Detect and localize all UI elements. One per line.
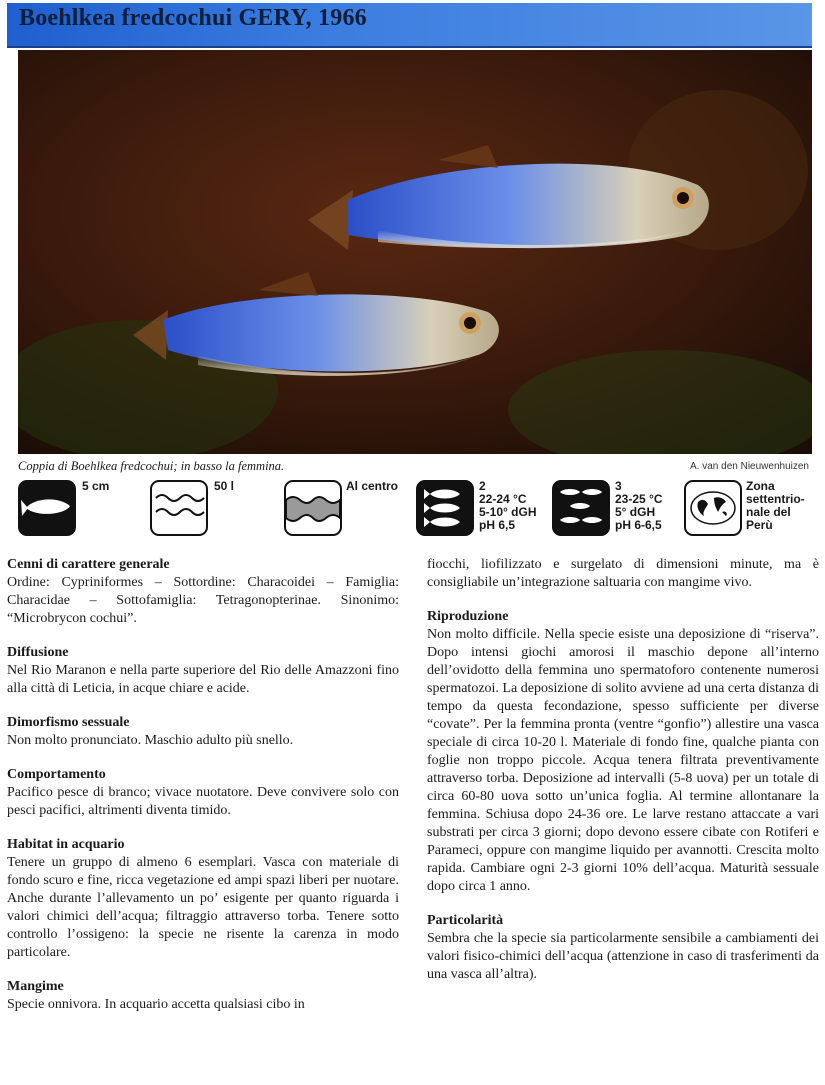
group1-ph: pH 6,5	[479, 518, 516, 532]
section-heading: Cenni di carattere generale	[7, 557, 170, 572]
section-text: Sembra che la specie sia particolarmente sensibile a cambiamenti dei valori fisico-chimici dell’acqua (attenzione in caso di trasferimenti da una vasca all’altra).	[427, 931, 819, 982]
group2-count: 3	[615, 479, 622, 493]
section-text: Non molto pronunciato. Maschio adulto più snello.	[7, 733, 294, 748]
section-heading: Diffusione	[7, 645, 69, 660]
zone-line-1: Zona	[746, 479, 775, 493]
group1-temp: 22-24 °C	[479, 492, 527, 506]
section-text: Non molto difficile. Nella specie esiste una deposizione di “riserva”. Dopo intensi giochi amorosi il maschio depone all’interno dell’ovidotto della femmina uno spermatoforo contenente numerosi spermatozoi. La deposizione di solito avviene ad una certa distanza di tempo da questa fecondazione, spesso sufficiente per diverse “covate”. Per la femmina pronta (ventre “gonfio”) allestire una vasca speciale di circa 10-20 l. Materiale di fondo fine, qualche pianta con foglie non troppo piccole. Acqua tenera filtrata preventivamente attraverso torba. Deposizione ad intervalli (5-8 uova) per un totale di circa 60-80 uova sotto un’unica foglia. Al termine allontanare la femmina. Schiusa dopo 24-36 ore. Le larve restano attaccate a vari substrati per circa 3 giorni; dopo devono essere cibate con Rotiferi e Parameci, oppure con mangime liquido per avannotti. Crescita molto rapida. Cambiare ogni 2-3 giorni 10% dell’acqua. Maturità sessuale dopo circa 1 anno.	[427, 627, 819, 894]
title-bar	[7, 3, 812, 48]
section-distribution	[7, 644, 399, 698]
section-text: Pacifico pesce di branco; vivace nuotatore. Deve convivere solo con pesci pacifici, altrimenti diventa timido.	[7, 785, 399, 818]
fish-group-icon	[416, 480, 474, 536]
swim-zone-icon	[284, 480, 342, 536]
section-text: fiocchi, liofilizzato e surgelato di dimensioni minute, ma è consigliabile un’integrazione saltuaria con mangime vivo.	[427, 557, 819, 590]
section-text: Specie onnivora. In acquario accetta qualsiasi cibo in	[7, 997, 305, 1012]
right-column	[427, 556, 819, 1000]
section-heading: Particolarità	[427, 913, 504, 928]
group2-hardness: 5° dGH	[615, 505, 656, 519]
zone-line-3: nale del	[746, 505, 791, 519]
section-heading: Riproduzione	[427, 609, 509, 624]
group1-hardness: 5-10° dGH	[479, 505, 537, 519]
breeding-group-icon	[552, 480, 610, 536]
section-text: Nel Rio Maranon e nella parte superiore del Rio delle Amazzoni fino alla città di Leticia, in acque chiare e acide.	[7, 663, 399, 696]
section-heading: Dimorfismo sessuale	[7, 715, 130, 730]
photo-caption: Coppia di Boehlkea fredcochui; in basso la femmina.	[18, 459, 285, 473]
fish-photo	[18, 50, 812, 454]
group2-temp: 23-25 °C	[615, 492, 663, 506]
section-general	[7, 556, 399, 628]
volume-value: 50 l	[214, 479, 235, 493]
fish-size-icon	[18, 480, 76, 536]
section-text: Ordine: Cypriniformes – Sottordine: Characoidei – Famiglia: Characidae – Sottofamiglia: Tetragonopterinae. Sinonimo: “Microbrycon cochui”.	[7, 575, 399, 626]
page-title: Boehlkea fredcochui GERY, 1966	[19, 5, 367, 31]
section-particulars	[427, 912, 819, 984]
section-food	[7, 978, 399, 1014]
info-icons	[18, 478, 812, 538]
section-heading: Habitat in acquario	[7, 837, 125, 852]
section-reproduction	[427, 608, 819, 896]
photo-credit: A. van den Nieuwenhuizen	[690, 461, 809, 472]
tank-volume-icon	[150, 480, 208, 536]
section-behavior	[7, 766, 399, 820]
section-habitat	[7, 836, 399, 962]
section-heading: Comportamento	[7, 767, 106, 782]
group2-ph: pH 6-6,5	[615, 518, 662, 532]
section-heading: Mangime	[7, 979, 64, 994]
group1-count: 2	[479, 479, 486, 493]
section-food-continued	[427, 556, 819, 592]
zone-line-4: Perù	[746, 518, 773, 532]
size-value: 5 cm	[82, 479, 110, 493]
zone-line-2: settentrio-	[746, 492, 805, 506]
left-column	[7, 556, 399, 1030]
position-value: Al centro	[346, 479, 399, 493]
section-dimorphism	[7, 714, 399, 750]
section-text: Tenere un gruppo di almeno 6 esemplari. Vasca con materiale di fondo scuro e fine, ricca vegetazione ed ampi spazi liberi per nuotare. Anche durante l’allevamento un po’ esigente per quanto riguarda i valori chimici dell’acqua; filtraggio attraverso torba. Tenere sotto controllo l’ossigeno: la specie ne risente la carenza in modo particolare.	[7, 855, 399, 960]
world-map-icon	[684, 480, 742, 536]
